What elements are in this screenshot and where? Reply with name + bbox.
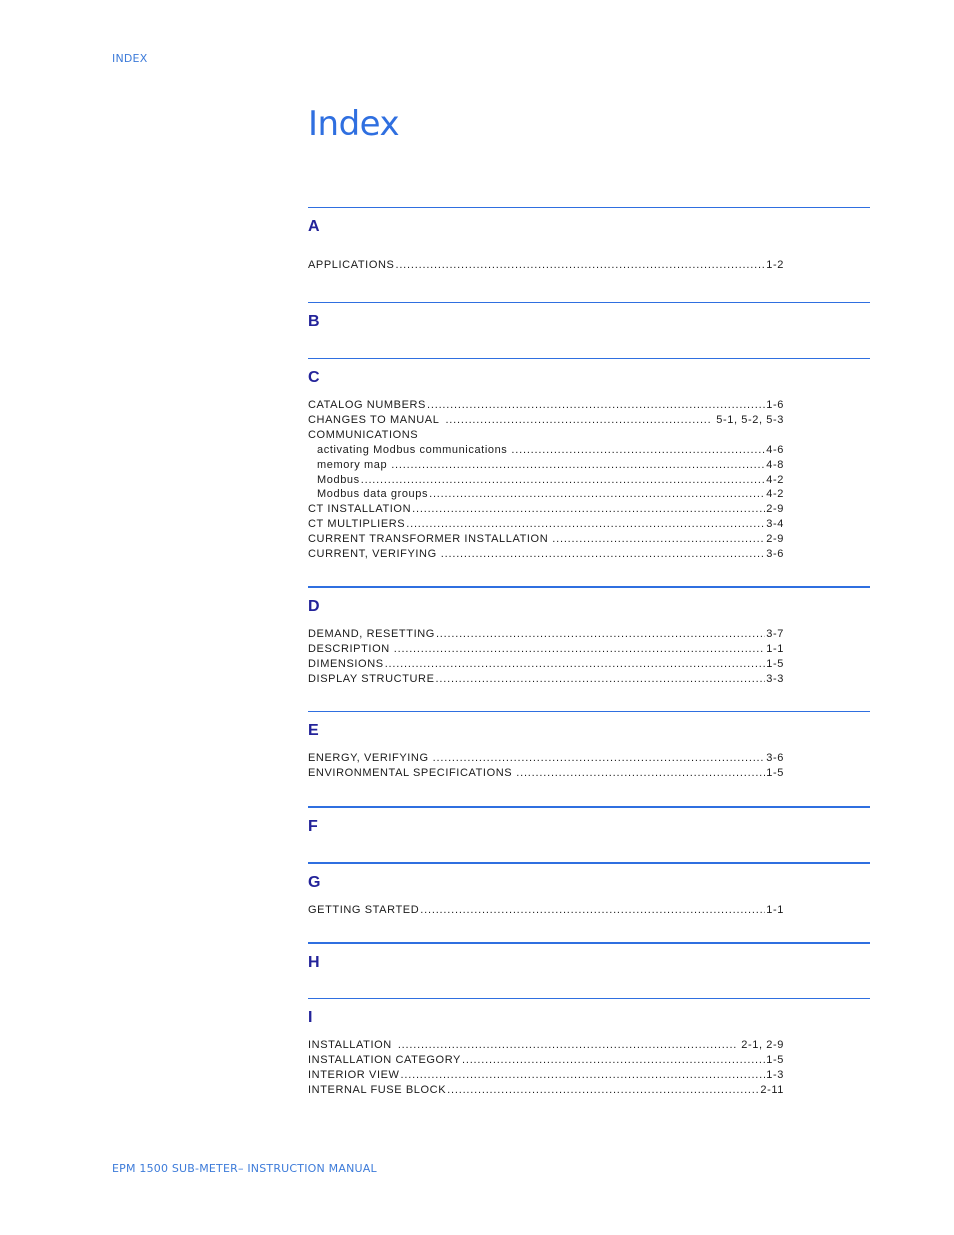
index-entry [308,532,784,547]
dot-leader [394,642,766,657]
dot-leader [427,398,765,413]
section-letter: A [308,218,320,235]
dot-leader [401,1068,766,1083]
entry-pages: 4-8 [766,458,784,471]
index-entry [308,1083,784,1098]
dot-leader [462,1053,765,1068]
entry-pages: 3-3 [766,672,784,685]
dot-leader [436,627,765,642]
index-entry-list [308,627,870,687]
entry-pages: 3-7 [766,628,784,640]
entry-term: APPLICATIONS [308,259,395,271]
dot-leader [445,413,712,428]
section-divider [308,942,870,944]
index-entry [308,766,784,781]
dot-leader [429,487,765,502]
entry-term: INSTALLATION CATEGORY [308,1053,461,1066]
entry-pages: 4-2 [766,473,784,486]
dot-leader [433,751,766,766]
dot-leader [398,1038,737,1053]
entry-term: CATALOG NUMBERS [308,399,426,411]
section-letter: E [308,722,319,739]
index-entry-list [308,751,870,781]
entry-term: Modbus [317,473,360,486]
entry-term: INSTALLATION [308,1039,392,1051]
dot-leader [552,532,765,547]
index-section-e [308,711,870,781]
entry-term: DISPLAY STRUCTURE [308,672,435,685]
section-divider [308,302,870,303]
page-header-label: INDEX [112,52,148,65]
index-section-d [308,586,870,687]
index-section-h [308,942,870,972]
entry-pages: 1-6 [766,399,784,411]
entry-term: CT MULTIPLIERS [308,518,406,531]
index-entry [308,1038,784,1053]
index-subentry [308,487,784,502]
entry-term: DIMENSIONS [308,657,384,670]
index-section-f [308,806,870,836]
index-entry [308,517,784,532]
index-subentry [308,443,784,458]
entry-pages: 4-6 [766,443,784,456]
entry-term: CHANGES TO MANUAL [308,413,440,426]
entry-pages: 1-1 [766,642,784,655]
index-entry-list [308,258,870,273]
entry-term: CURRENT TRANSFORMER INSTALLATION [308,533,549,546]
dot-leader [436,672,766,687]
index-entry [308,657,784,672]
index-section-g [308,862,870,918]
dot-leader [361,473,766,488]
index-entry [308,258,784,273]
index-entry [308,751,784,766]
index-entry [308,903,784,918]
index-section-i [308,998,870,1098]
dot-leader [511,443,765,458]
entry-term: COMMUNICATIONS [308,428,419,441]
entry-pages: 2-9 [766,533,784,546]
dot-leader [412,502,765,517]
section-divider [308,711,870,712]
dot-leader [420,903,765,918]
entry-pages: 1-1 [766,904,784,916]
section-letter: H [308,954,320,971]
section-letter: F [308,818,318,835]
entry-pages: 2-9 [766,503,784,516]
dot-leader [516,766,765,781]
entry-pages: 4-2 [766,488,784,501]
entry-term: CT INSTALLATION [308,503,412,516]
entry-term: ENVIRONMENTAL SPECIFICATIONS [308,766,513,779]
entry-pages: 3-4 [766,518,784,531]
index-entry [308,672,784,687]
entry-pages: 3-6 [766,752,784,764]
index-entry [308,502,784,517]
section-letter: G [308,874,321,891]
index-entry [308,1053,784,1068]
entry-pages: 1-5 [766,1053,784,1066]
section-letter: B [308,313,320,330]
section-divider [308,586,870,588]
section-divider [308,207,870,208]
index-entry [308,1068,784,1083]
index-entry [308,547,784,562]
entry-term: GETTING STARTED [308,904,420,916]
entry-pages: 3-6 [766,548,784,561]
section-letter: I [308,1009,313,1026]
index-entry-list [308,398,870,562]
page-title: Index [308,104,400,144]
dot-leader [447,1083,759,1098]
index-entry [308,428,784,443]
dot-leader [395,258,765,273]
entry-pages: 1-5 [766,657,784,670]
section-divider [308,806,870,808]
entry-term: DEMAND, RESETTING [308,628,435,640]
section-letter: C [308,369,320,386]
entry-pages: 1-2 [766,259,784,271]
entry-pages: 1-5 [766,766,784,779]
entry-pages: 1-3 [766,1068,784,1081]
entry-term: INTERNAL FUSE BLOCK [308,1083,447,1096]
index-section-b [308,302,870,331]
index-subentry [308,473,784,488]
entry-term: Modbus data groups [317,488,429,501]
index-subentry [308,458,784,473]
index-entry [308,627,784,642]
section-divider [308,998,870,999]
index-section-a [308,207,870,273]
index-entry [308,398,784,413]
entry-term: INTERIOR VIEW [308,1068,400,1081]
index-entry [308,642,784,657]
entry-pages: 5-1, 5-2, 5-3 [716,413,784,426]
section-letter: D [308,598,320,615]
page-footer-label: EPM 1500 SUB-METER– INSTRUCTION MANUAL [112,1162,377,1175]
entry-term: CURRENT, VERIFYING [308,548,437,561]
index-section-c [308,358,870,562]
section-divider [308,358,870,359]
entry-term: activating Modbus communications [317,443,508,456]
index-entry-list [308,1038,870,1098]
index-entry [308,413,784,428]
index-entry-list [308,903,870,918]
entry-term: ENERGY, VERIFYING [308,752,429,764]
section-divider [308,862,870,864]
dot-leader [406,517,765,532]
entry-pages: 2-11 [760,1083,784,1096]
dot-leader [441,547,766,562]
dot-leader [391,458,765,473]
entry-pages: 2-1, 2-9 [741,1039,784,1051]
dot-leader [385,657,766,672]
entry-term: DESCRIPTION [308,642,390,655]
entry-term: memory map [317,458,388,471]
